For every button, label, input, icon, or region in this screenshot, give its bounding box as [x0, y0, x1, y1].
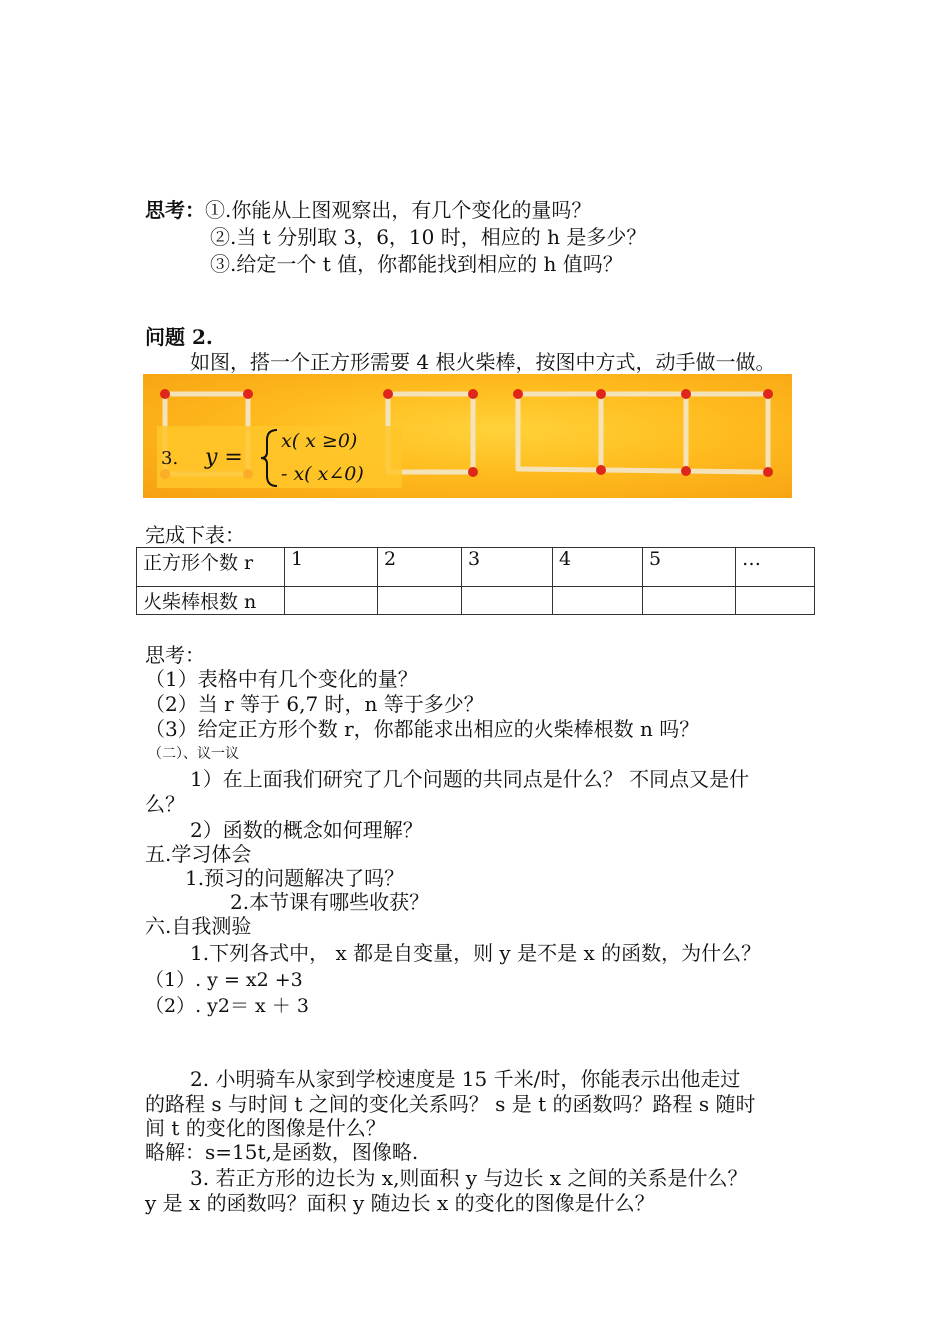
think2-label: 思考：	[145, 643, 205, 667]
formula-case-1: x( x ≥0)	[281, 430, 358, 452]
table-cell: 正方形个数 r	[137, 548, 285, 587]
table-cell: 火柴棒根数 n	[137, 587, 285, 615]
section6-example-2: （2）. y2＝ x ＋ 3	[145, 995, 309, 1017]
section6-title: 六.自我测验	[145, 914, 252, 938]
formula-case-2: - x( x∠0)	[281, 463, 364, 485]
think2-q3: （3）给定正方形个数 r，你都能求出相应的火柴棒根数 n 吗？	[145, 717, 700, 741]
think-question-3: ③.给定一个 t 值，你都能找到相应的 h 值吗？	[210, 252, 623, 276]
problem-2-line-1: 2. 小明骑车从家到学校速度是 15 千米/时，你能表示出他走过	[190, 1067, 741, 1091]
think-question-1	[145, 198, 591, 223]
problem-3-line-2: y 是 x 的函数吗？面积 y 随边长 x 的变化的图像是什么？	[145, 1191, 655, 1215]
table-cell: 1	[285, 548, 378, 587]
problem-2-answer: 略解：s=15t,是函数，图像略.	[145, 1140, 419, 1164]
formula-number: 3.	[161, 448, 179, 469]
think-q1-text: ①.你能从上图观察出，有几个变化的量吗？	[205, 198, 592, 222]
think-question-2: ②.当 t 分别取 3，6，10 时，相应的 h 是多少？	[210, 225, 647, 249]
table-cell: 5	[643, 548, 736, 587]
section6-example-1: （1）. y = x2 +3	[145, 969, 303, 991]
table-cell: 3	[462, 548, 553, 587]
table-cell	[643, 587, 736, 615]
think-label: 思考：	[145, 198, 205, 222]
matchstick-drawing	[143, 374, 792, 498]
table-cell	[553, 587, 643, 615]
table-cell	[462, 587, 553, 615]
problem2-title: 问题 2.	[145, 325, 213, 349]
table-caption: 完成下表：	[145, 523, 245, 547]
discuss-q2: 2）函数的概念如何理解？	[190, 818, 423, 842]
matchstick-table	[136, 547, 815, 615]
section5-q1: 1.预习的问题解决了吗？	[185, 866, 405, 890]
table-row	[137, 548, 815, 587]
section5-title: 五.学习体会	[145, 842, 252, 866]
table-cell: 2	[378, 548, 462, 587]
section5-q2: 2.本节课有哪些收获？	[230, 890, 430, 914]
problem-3-line-1: 3. 若正方形的边长为 x,则面积 y 与边长 x 之间的关系是什么？	[190, 1166, 748, 1190]
problem2-text: 如图，搭一个正方形需要 4 根火柴棒，按图中方式，动手做一做。	[190, 350, 776, 374]
table-cell	[736, 587, 815, 615]
discuss-title: （二）、议一议	[148, 746, 239, 762]
problem-2-line-2: 的路程 s 与时间 t 之间的变化关系吗？ s 是 t 的函数吗？路程 s 随时	[145, 1092, 756, 1116]
section6-intro: 1.下列各式中， x 都是自变量，则 y 是不是 x 的函数，为什么？	[190, 941, 762, 965]
table-row	[137, 587, 815, 615]
table-cell	[378, 587, 462, 615]
think2-q1: （1）表格中有几个变化的量？	[145, 667, 418, 691]
problem-2-line-3: 间 t 的变化的图像是什么？	[145, 1116, 386, 1140]
think2-q2: （2）当 r 等于 6,7 时，n 等于多少？	[145, 692, 484, 716]
table-cell: 4	[553, 548, 643, 587]
table-cell	[285, 587, 378, 615]
table-cell: …	[736, 548, 815, 587]
discuss-q1-line2: 么？	[145, 792, 185, 816]
formula-lhs: y =	[205, 445, 243, 470]
matchstick-figure	[143, 374, 792, 498]
discuss-q1-line1: 1）在上面我们研究了几个问题的共同点是什么？ 不同点又是什	[190, 767, 750, 791]
